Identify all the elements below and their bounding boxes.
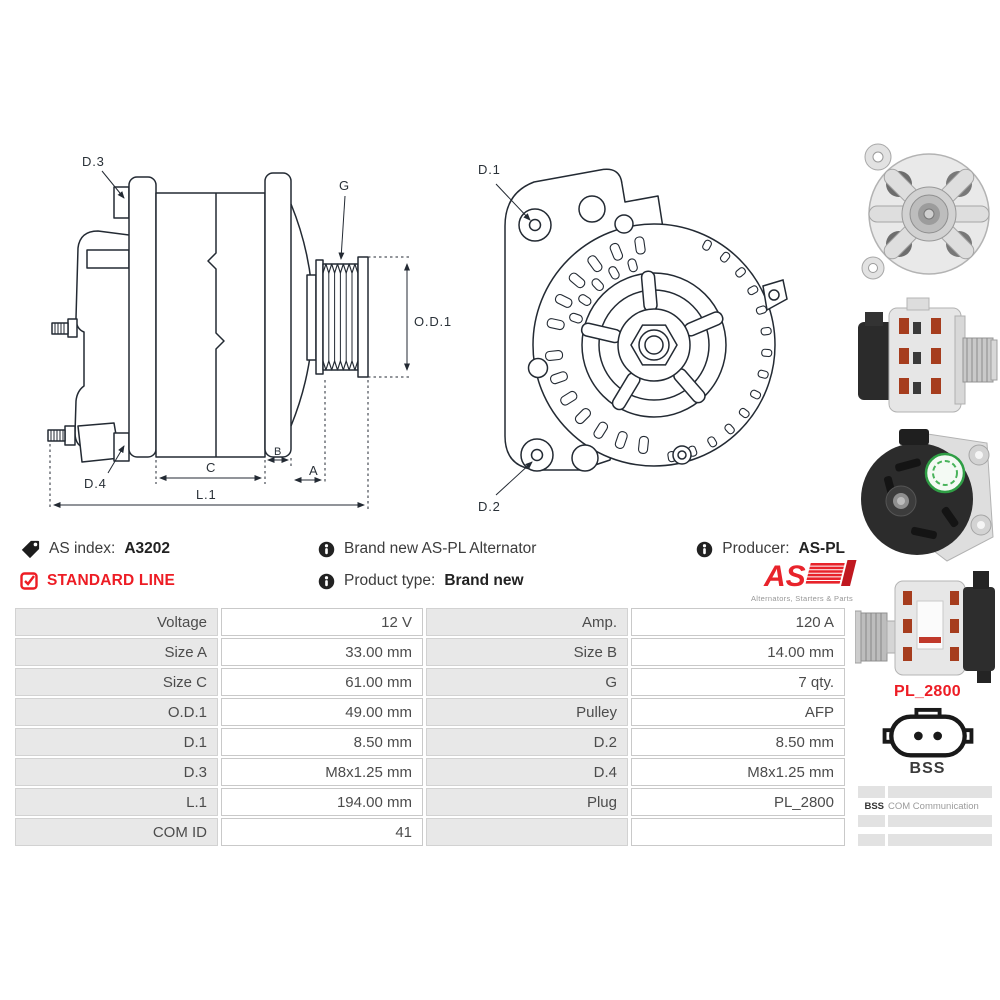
spec-value: 49.00 mm xyxy=(221,698,423,726)
info-icon xyxy=(318,541,335,558)
standard-line-badge xyxy=(20,570,175,592)
spec-value: 41 xyxy=(221,818,423,846)
spec-label: D.2 xyxy=(426,728,628,756)
spec-label: D.1 xyxy=(15,728,218,756)
spec-label: L.1 xyxy=(15,788,218,816)
label-d3: D.3 xyxy=(82,154,105,169)
spec-value: 33.00 mm xyxy=(221,638,423,666)
spec-label: Amp. xyxy=(426,608,628,636)
product-photo-side-right xyxy=(855,292,1000,427)
spec-value: 8.50 mm xyxy=(631,728,845,756)
spec-label: D.4 xyxy=(426,758,628,786)
as-index-label: AS index: xyxy=(49,540,116,557)
logo-tagline: Alternators, Starters & Parts xyxy=(750,594,854,603)
plug-type: BSS xyxy=(909,760,946,777)
as-index-row xyxy=(20,538,170,560)
spec-value: 61.00 mm xyxy=(221,668,423,696)
logo-text: AS xyxy=(764,560,806,593)
alternator-side-photo-illustration xyxy=(855,292,1000,427)
side-view-technical-drawing xyxy=(20,140,460,520)
label-d4: D.4 xyxy=(84,476,107,491)
spec-value: 7 qty. xyxy=(631,668,845,696)
alternator-rear-photo-illustration xyxy=(855,425,1000,567)
label-od1: O.D.1 xyxy=(414,314,452,329)
pinout-row-bss xyxy=(858,799,992,814)
spec-value: 194.00 mm xyxy=(221,788,423,816)
info-icon xyxy=(696,541,713,558)
product-photo-rear xyxy=(855,425,1000,567)
as-index-value: A3202 xyxy=(124,540,171,557)
description-row xyxy=(318,538,536,560)
alternator-side-outline xyxy=(48,173,368,462)
spec-value: 120 A xyxy=(631,608,845,636)
standard-line-label: STANDARD LINE xyxy=(47,572,176,589)
producer-row xyxy=(660,538,845,560)
plug-connector-icon xyxy=(855,707,1000,768)
producer-label: Producer: xyxy=(722,540,790,557)
product-type-label: Product type: xyxy=(344,572,436,589)
pinout-row-empty xyxy=(858,815,992,827)
spec-label: G xyxy=(426,668,628,696)
product-type-row xyxy=(318,570,524,592)
spec-label: Voltage xyxy=(15,608,218,636)
front-view-dimension-labels xyxy=(478,162,501,514)
label-a: A xyxy=(309,463,319,478)
spec-value: 12 V xyxy=(221,608,423,636)
spec-label: Size C xyxy=(15,668,218,696)
label-g: G xyxy=(339,178,350,193)
spec-value xyxy=(631,818,845,846)
checked-checkbox-icon xyxy=(20,572,38,590)
alternator-side2-photo-illustration xyxy=(855,567,1000,685)
front-view-technical-drawing xyxy=(460,140,850,520)
product-type-value: Brand new xyxy=(444,572,524,589)
plug-code: PL_2800 xyxy=(893,683,962,700)
label-d1: D.1 xyxy=(478,162,501,177)
spec-value: M8x1.25 mm xyxy=(221,758,423,786)
spec-table xyxy=(15,608,845,846)
spec-label: D.3 xyxy=(15,758,218,786)
spec-value: 14.00 mm xyxy=(631,638,845,666)
spec-label: COM ID xyxy=(15,818,218,846)
alternator-front-photo-illustration xyxy=(855,132,1000,290)
label-b: B xyxy=(274,446,283,458)
label-d2: D.2 xyxy=(478,499,501,514)
as-pl-logo xyxy=(740,558,860,606)
green-sticker xyxy=(926,454,964,492)
tag-icon xyxy=(20,539,40,559)
spec-label: Pulley xyxy=(426,698,628,726)
pinout-row-empty xyxy=(858,786,992,798)
plug-pinout-table xyxy=(858,786,992,847)
spec-label xyxy=(426,818,628,846)
spec-label: Size A xyxy=(15,638,218,666)
spec-label: Size B xyxy=(426,638,628,666)
spec-label: Plug xyxy=(426,788,628,816)
spec-value: AFP xyxy=(631,698,845,726)
terminal-code: BSS xyxy=(858,799,885,814)
product-description: Brand new AS-PL Alternator xyxy=(344,540,537,557)
product-photo-front xyxy=(855,132,1000,290)
product-photo-side-left xyxy=(855,567,1000,685)
producer-value: AS-PL xyxy=(798,540,845,557)
spec-value: PL_2800 xyxy=(631,788,845,816)
spec-label: O.D.1 xyxy=(15,698,218,726)
label-c: C xyxy=(206,460,217,475)
info-icon xyxy=(318,573,335,590)
spec-value: M8x1.25 mm xyxy=(631,758,845,786)
pinout-row-empty xyxy=(858,834,992,846)
terminal-description: COM Communication xyxy=(888,799,992,814)
spec-value: 8.50 mm xyxy=(221,728,423,756)
label-l1: L.1 xyxy=(196,487,217,502)
